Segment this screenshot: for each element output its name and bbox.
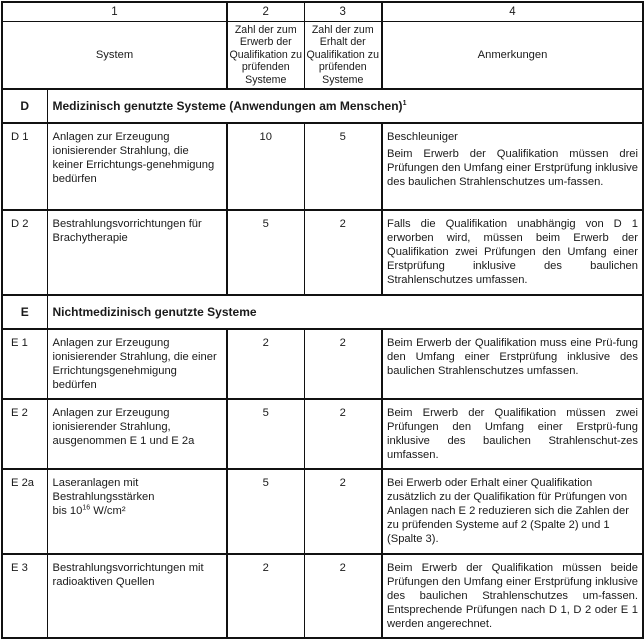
row-note: Falls die Qualifikation unabhängig von D 1 erworben wird, müssen beim Erwerb der Qualifikation zwei Prüfungen den Umfang einer Erstprüfung inklusive des baulichen Strahlenschutzes umfassen. xyxy=(382,210,643,295)
row-maintain-count: 5 xyxy=(304,123,382,210)
row-acquire-count: 2 xyxy=(227,329,304,399)
row-note xyxy=(382,123,643,210)
column-number-2: 2 xyxy=(227,2,304,22)
row-system: Bestrahlungsvorrichtungen für Brachytherapie xyxy=(47,210,227,295)
section-title: Nichtmedizinisch genutzte Systeme xyxy=(47,295,643,329)
irradiance-base: bis 10 xyxy=(52,505,83,517)
row-system xyxy=(47,469,227,554)
row-maintain-count: 2 xyxy=(304,399,382,469)
column-number-1: 1 xyxy=(2,2,227,22)
row-system: Anlagen zur Erzeugung ionisierender Strahlung, ausgenommen E 1 und E 2a xyxy=(47,399,227,469)
section-title-text: Medizinisch genutzte Systeme (Anwendungen am Menschen) xyxy=(52,99,403,113)
section-row-e xyxy=(2,295,643,329)
row-system: Anlagen zur Erzeugung ionisierender Strahlung, die einer Errichtungsgenehmigung bedürfen xyxy=(47,329,227,399)
row-acquire-count: 10 xyxy=(227,123,304,210)
row-maintain-count: 2 xyxy=(304,469,382,554)
table-row-d2 xyxy=(2,210,643,295)
row-code: E 3 xyxy=(2,554,47,638)
header-notes: Anmerkungen xyxy=(382,22,643,90)
column-number-row xyxy=(2,2,643,22)
row-note: Bei Erwerb oder Erhalt einer Qualifikation zusätzlich zu der Qualifikation für Prüfungen von Anlagen nach E 2 reduzieren sich die Zahlen der zu prüfenden Systeme auf 2 (Spalte 2) und 1 (Spalte 3). xyxy=(382,469,643,554)
row-system-line: Laseranlagen mit xyxy=(52,477,139,489)
footnote-mark: 1 xyxy=(402,100,407,107)
table-row-e2a xyxy=(2,469,643,554)
row-acquire-count: 5 xyxy=(227,210,304,295)
row-system: Anlagen zur Erzeugung ionisierender Strahlung, die keiner Errichtungs-genehmigung bedürfen xyxy=(47,123,227,210)
table-row-d1 xyxy=(2,123,643,210)
section-code: D xyxy=(2,89,47,123)
row-maintain-count: 2 xyxy=(304,554,382,638)
row-code: E 1 xyxy=(2,329,47,399)
row-code: E 2a xyxy=(2,469,47,554)
row-acquire-count: 2 xyxy=(227,554,304,638)
column-number-4: 4 xyxy=(382,2,643,22)
header-maintain-count: Zahl der zum Erhalt der Qualifikation zu prüfenden Systeme xyxy=(304,22,382,90)
row-system-line xyxy=(53,504,223,518)
qualification-table xyxy=(1,1,644,639)
table-row-e1 xyxy=(2,329,643,399)
row-code: D 2 xyxy=(2,210,47,295)
header-acquire-count: Zahl der zum Erwerb der Qualifikation zu prüfenden Systeme xyxy=(227,22,304,90)
section-code: E xyxy=(2,295,47,329)
column-number-3: 3 xyxy=(304,2,382,22)
row-maintain-count: 2 xyxy=(304,329,382,399)
section-row-d xyxy=(2,89,643,123)
row-acquire-count: 5 xyxy=(227,469,304,554)
table-row-e3 xyxy=(2,554,643,638)
row-note-lead: Beschleuniger xyxy=(387,131,458,143)
row-note-text: Beim Erwerb der Qualifikation müssen drei Prüfungen den Umfang einer Erstprüfung inklusive des baulichen Strahlenschutzes um-fassen. xyxy=(387,148,638,188)
row-code: E 2 xyxy=(2,399,47,469)
row-note: Beim Erwerb der Qualifikation müssen beide Prüfungen den Umfang einer Erstprüfung inklusive des baulichen Strahlenschutzes um-fassen. Entsprechende Prüfungen nach D 1, D 2 oder E 1 werden angerechnet. xyxy=(382,554,643,638)
row-acquire-count: 5 xyxy=(227,399,304,469)
row-code: D 1 xyxy=(2,123,47,210)
table-row-e2 xyxy=(2,399,643,469)
header-system: System xyxy=(2,22,227,90)
row-system-line: Bestrahlungsstärken xyxy=(52,491,155,503)
column-header-row xyxy=(2,22,643,90)
row-note: Beim Erwerb der Qualifikation muss eine Prü-fung den Umfang einer Erstprüfung inklusive des baulichen Strahlenschutzes umfassen. xyxy=(382,329,643,399)
row-maintain-count: 2 xyxy=(304,210,382,295)
row-note: Beim Erwerb der Qualifikation müssen zwei Prüfungen den Umfang einer Erstprü-fung inklusive des baulichen Strahlenschut-zes umfassen. xyxy=(382,399,643,469)
irradiance-unit: W/cm² xyxy=(90,505,126,517)
row-system: Bestrahlungsvorrichtungen mit radioaktiven Quellen xyxy=(47,554,227,638)
irradiance-exponent: 16 xyxy=(82,504,91,512)
section-title xyxy=(47,89,643,123)
